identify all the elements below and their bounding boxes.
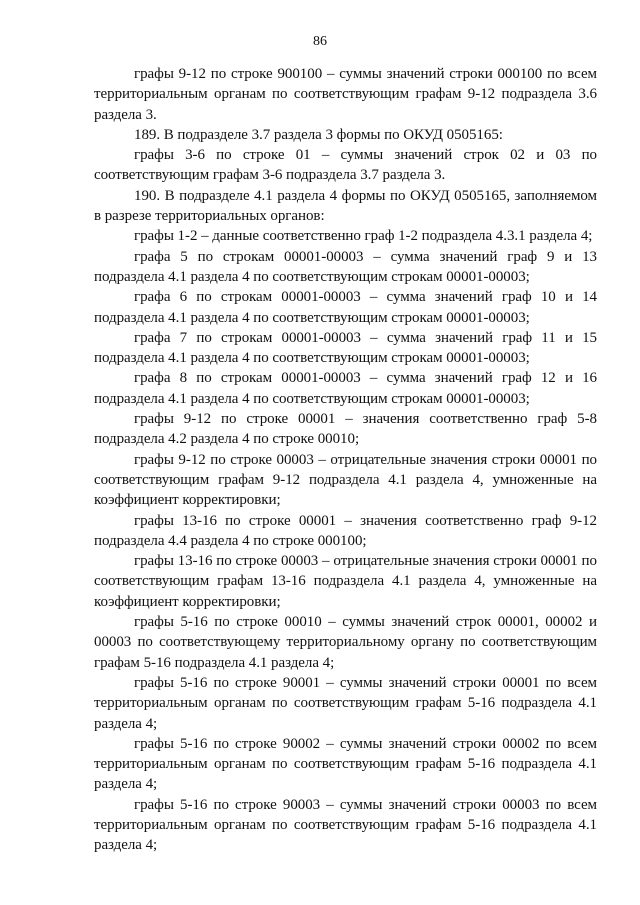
- paragraph: графы 1-2 – данные соответственно граф 1-2 подраздела 4.3.1 раздела 4;: [134, 228, 593, 245]
- paragraph: графа 6 по строкам 00001-00003 – сумма значений граф 10 и 14 подраздела 4.1 раздела 4 по соответствующим строкам 00001-00003;: [94, 289, 597, 326]
- page-number: 86: [313, 34, 327, 49]
- paragraph: графы 9-12 по строке 00003 – отрицательные значения строки 00001 по соответствующим графам 9-12 подраздела 4.1 раздела 4, умноженные на коэффициент корректировки;: [94, 451, 597, 509]
- paragraph: графа 8 по строкам 00001-00003 – сумма значений граф 12 и 16 подраздела 4.1 раздела 4 по соответствующим строкам 00001-00003;: [94, 370, 597, 407]
- paragraph: графы 5-16 по строке 90002 – суммы значений строки 00002 по всем территориальным органам по соответствующим графам 5-16 подраздела 4.1 раздела 4;: [94, 735, 597, 793]
- paragraph: графы 9-12 по строке 00001 – значения соответственно граф 5-8 подраздела 4.2 раздела 4 по строке 00010;: [94, 411, 597, 448]
- paragraph: графы 5-16 по строке 90001 – суммы значений строки 00001 по всем территориальным органам по соответствующим графам 5-16 подраздела 4.1 раздела 4;: [94, 674, 597, 732]
- paragraph: 190. В подразделе 4.1 раздела 4 формы по ОКУД 0505165, заполняемом в разрезе территориальных органов:: [94, 187, 597, 225]
- paragraph: графы 13-16 по строке 00001 – значения соответственно граф 9-12 подраздела 4.4 раздела 4 по строке 000100;: [94, 512, 597, 549]
- document-body: [94, 64, 597, 856]
- paragraph: графы 3-6 по строке 01 – суммы значений строк 02 и 03 по соответствующим графам 3-6 подраздела 3.7 раздела 3.: [94, 147, 597, 184]
- paragraph: графы 5-16 по строке 90003 – суммы значений строки 00003 по всем территориальным органам по соответствующим графам 5-16 подраздела 4.1 раздела 4;: [94, 796, 597, 854]
- paragraph: графа 5 по строкам 00001-00003 – сумма значений граф 9 и 13 подраздела 4.1 раздела 4 по соответствующим строкам 00001-00003;: [94, 248, 597, 285]
- paragraph: 189. В подразделе 3.7 раздела 3 формы по ОКУД 0505165:: [134, 126, 503, 143]
- paragraph: графы 9-12 по строке 900100 – суммы значений строки 000100 по всем территориальным органам по соответствующим графам 9-12 подраздела 3.6 раздела 3.: [94, 66, 597, 123]
- paragraph: графа 7 по строкам 00001-00003 – сумма значений граф 11 и 15 подраздела 4.1 раздела 4 по соответствующим строкам 00001-00003;: [94, 329, 597, 367]
- paragraph: графы 5-16 по строке 00010 – суммы значений строк 00001, 00002 и 00003 по соответствующему территориальному органу по соответствующим графам 5-16 подраздела 4.1 раздела 4;: [94, 614, 597, 671]
- paragraph: графы 13-16 по строке 00003 – отрицательные значения строки 00001 по соответствующим графам 13-16 подраздела 4.1 раздела 4, умноженные на коэффициент корректировки;: [94, 553, 597, 610]
